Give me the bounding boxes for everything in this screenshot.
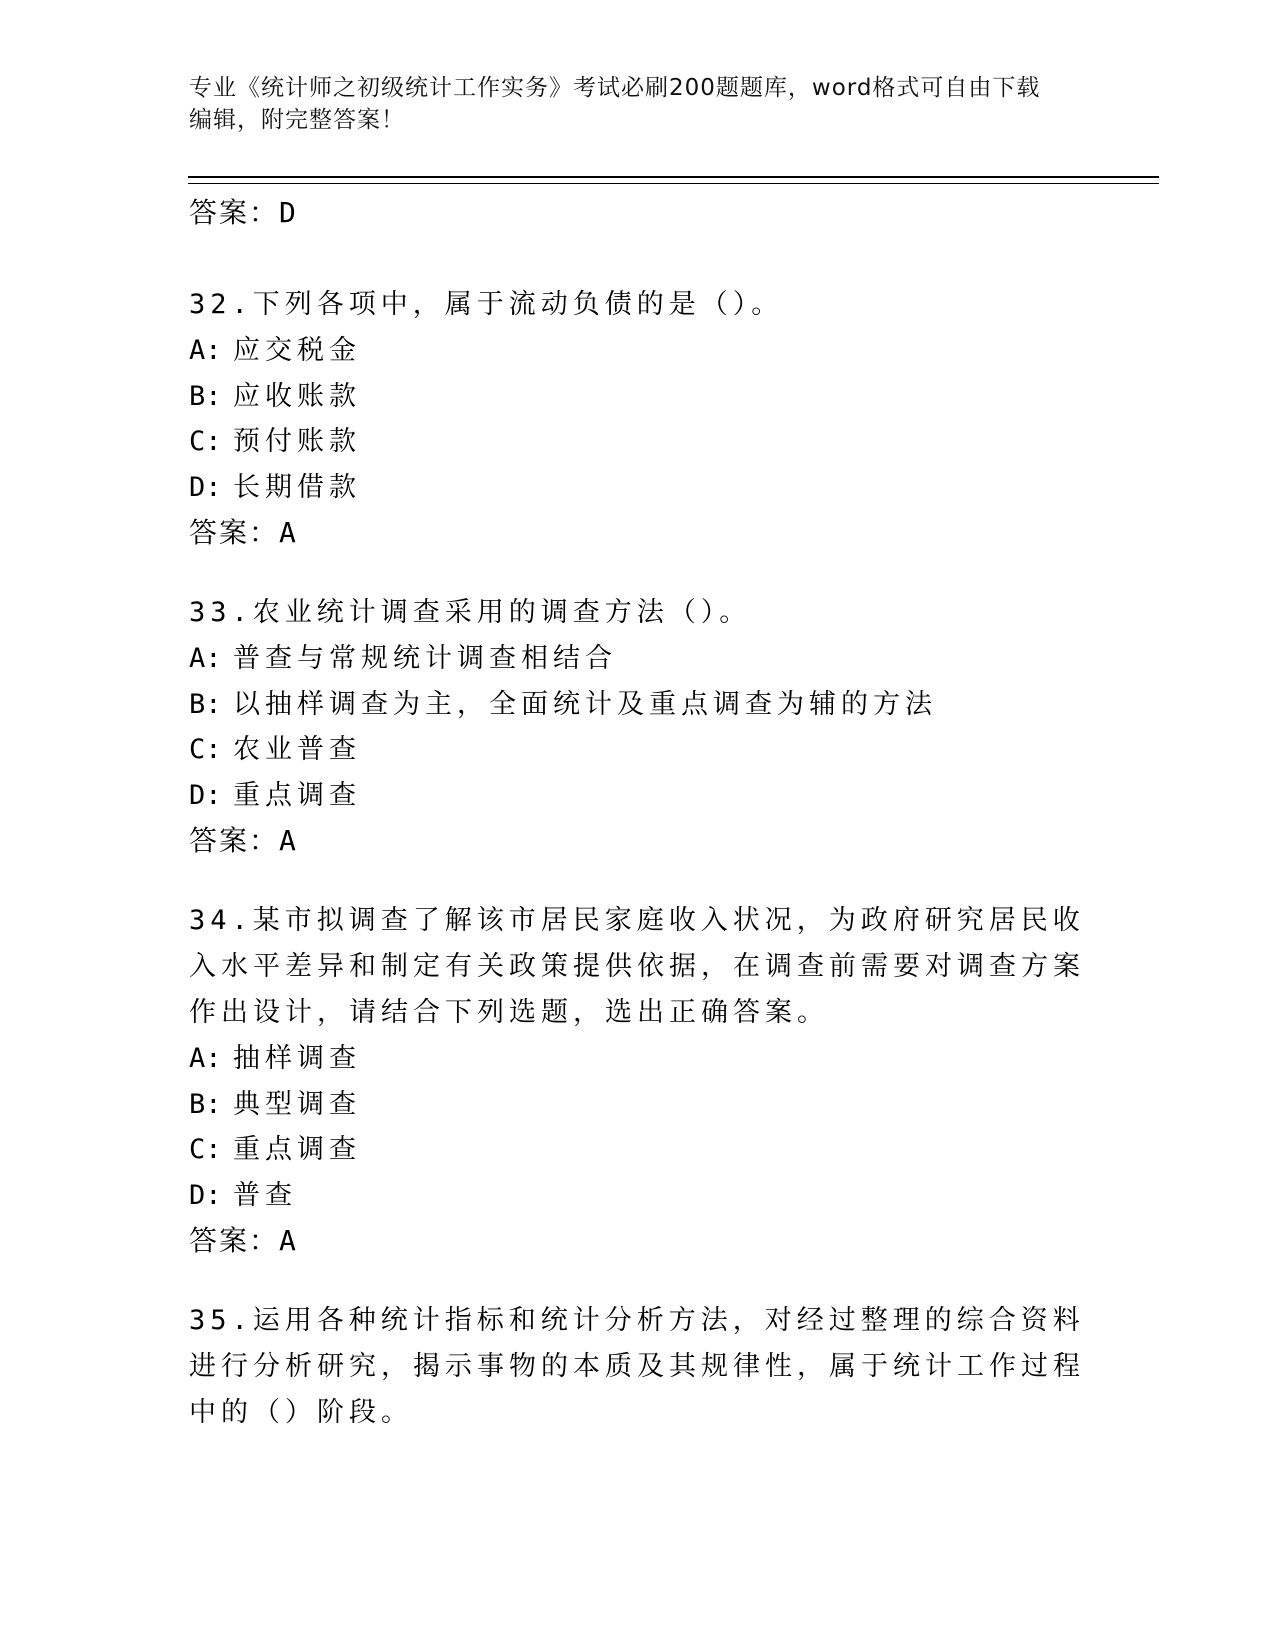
option-letter: A: bbox=[189, 643, 222, 674]
option-letter: B: bbox=[189, 380, 222, 412]
answer-value: A bbox=[279, 516, 298, 549]
option-item bbox=[189, 1036, 1089, 1082]
option-text: 长期借款 bbox=[233, 471, 361, 503]
option-text: 以抽样调查为主，全面统计及重点调查为辅的方法 bbox=[233, 688, 937, 720]
question-block bbox=[189, 590, 1089, 864]
option-item bbox=[189, 328, 1089, 374]
answer-label: 答案： bbox=[189, 1224, 280, 1257]
option-item bbox=[189, 465, 1089, 511]
option-item bbox=[189, 1082, 1089, 1128]
answer-label: 答案： bbox=[189, 196, 280, 229]
header-line-2: 编辑，附完整答案！ bbox=[189, 107, 405, 133]
option-text: 抽样调查 bbox=[233, 1043, 361, 1074]
option-letter: A: bbox=[189, 1043, 222, 1074]
answer-label: 答案： bbox=[189, 516, 280, 549]
option-letter: D: bbox=[189, 471, 222, 503]
answer-label: 答案： bbox=[189, 824, 280, 857]
option-item bbox=[189, 1173, 1089, 1219]
answer-line bbox=[189, 190, 1089, 236]
question-block bbox=[189, 898, 1089, 1264]
option-letter: C: bbox=[189, 426, 222, 457]
question-block bbox=[189, 282, 1089, 556]
answer-value: D bbox=[279, 196, 298, 229]
answer-line bbox=[189, 510, 1089, 556]
option-text: 重点调查 bbox=[233, 1134, 361, 1165]
option-letter: B: bbox=[189, 688, 222, 720]
question-text: 33.农业统计调查采用的调查方法（）。 bbox=[189, 597, 752, 628]
answer-line bbox=[189, 1218, 1089, 1264]
option-text: 重点调查 bbox=[233, 779, 361, 811]
option-text: 应交税金 bbox=[233, 335, 361, 366]
answer-value: A bbox=[279, 1224, 298, 1257]
question-content bbox=[189, 190, 1089, 1436]
question-block bbox=[189, 1298, 1089, 1436]
answer-value: A bbox=[279, 824, 298, 857]
option-text: 普查 bbox=[233, 1179, 297, 1211]
option-item bbox=[189, 682, 1089, 728]
header-divider-thin bbox=[188, 183, 1159, 184]
option-letter: C: bbox=[189, 1134, 222, 1165]
header-line-1: 专业《统计师之初级统计工作实务》考试必刷200题题库，word格式可自由下载 bbox=[189, 75, 1041, 101]
option-letter: A: bbox=[189, 335, 222, 366]
option-letter: B: bbox=[189, 1088, 222, 1120]
option-item bbox=[189, 773, 1089, 819]
question-list bbox=[189, 282, 1089, 1436]
option-item bbox=[189, 1127, 1089, 1173]
answer-line bbox=[189, 818, 1089, 864]
question-text: 32.下列各项中，属于流动负债的是（）。 bbox=[189, 289, 784, 320]
option-letter: D: bbox=[189, 779, 222, 811]
option-item bbox=[189, 374, 1089, 420]
option-text: 应收账款 bbox=[233, 380, 361, 412]
option-letter: D: bbox=[189, 1179, 222, 1211]
document-header bbox=[189, 72, 1089, 136]
option-text: 普查与常规统计调查相结合 bbox=[233, 643, 617, 674]
question-text: 35.运用各种统计指标和统计分析方法，对经过整理的综合资料进行分析研究，揭示事物的本质及其规律性，属于统计工作过程中的（）阶段。 bbox=[189, 1305, 1085, 1428]
option-text: 典型调查 bbox=[233, 1088, 361, 1120]
option-text: 预付账款 bbox=[233, 426, 361, 457]
question-text: 34.某市拟调查了解该市居民家庭收入状况，为政府研究居民收入水平差异和制定有关政策提供依据，在调查前需要对调查方案作出设计，请结合下列选题，选出正确答案。 bbox=[189, 905, 1085, 1028]
option-text: 农业普查 bbox=[233, 734, 361, 765]
header-divider-thick bbox=[188, 176, 1159, 178]
option-item bbox=[189, 636, 1089, 682]
option-item bbox=[189, 419, 1089, 465]
option-letter: C: bbox=[189, 734, 222, 765]
option-item bbox=[189, 727, 1089, 773]
